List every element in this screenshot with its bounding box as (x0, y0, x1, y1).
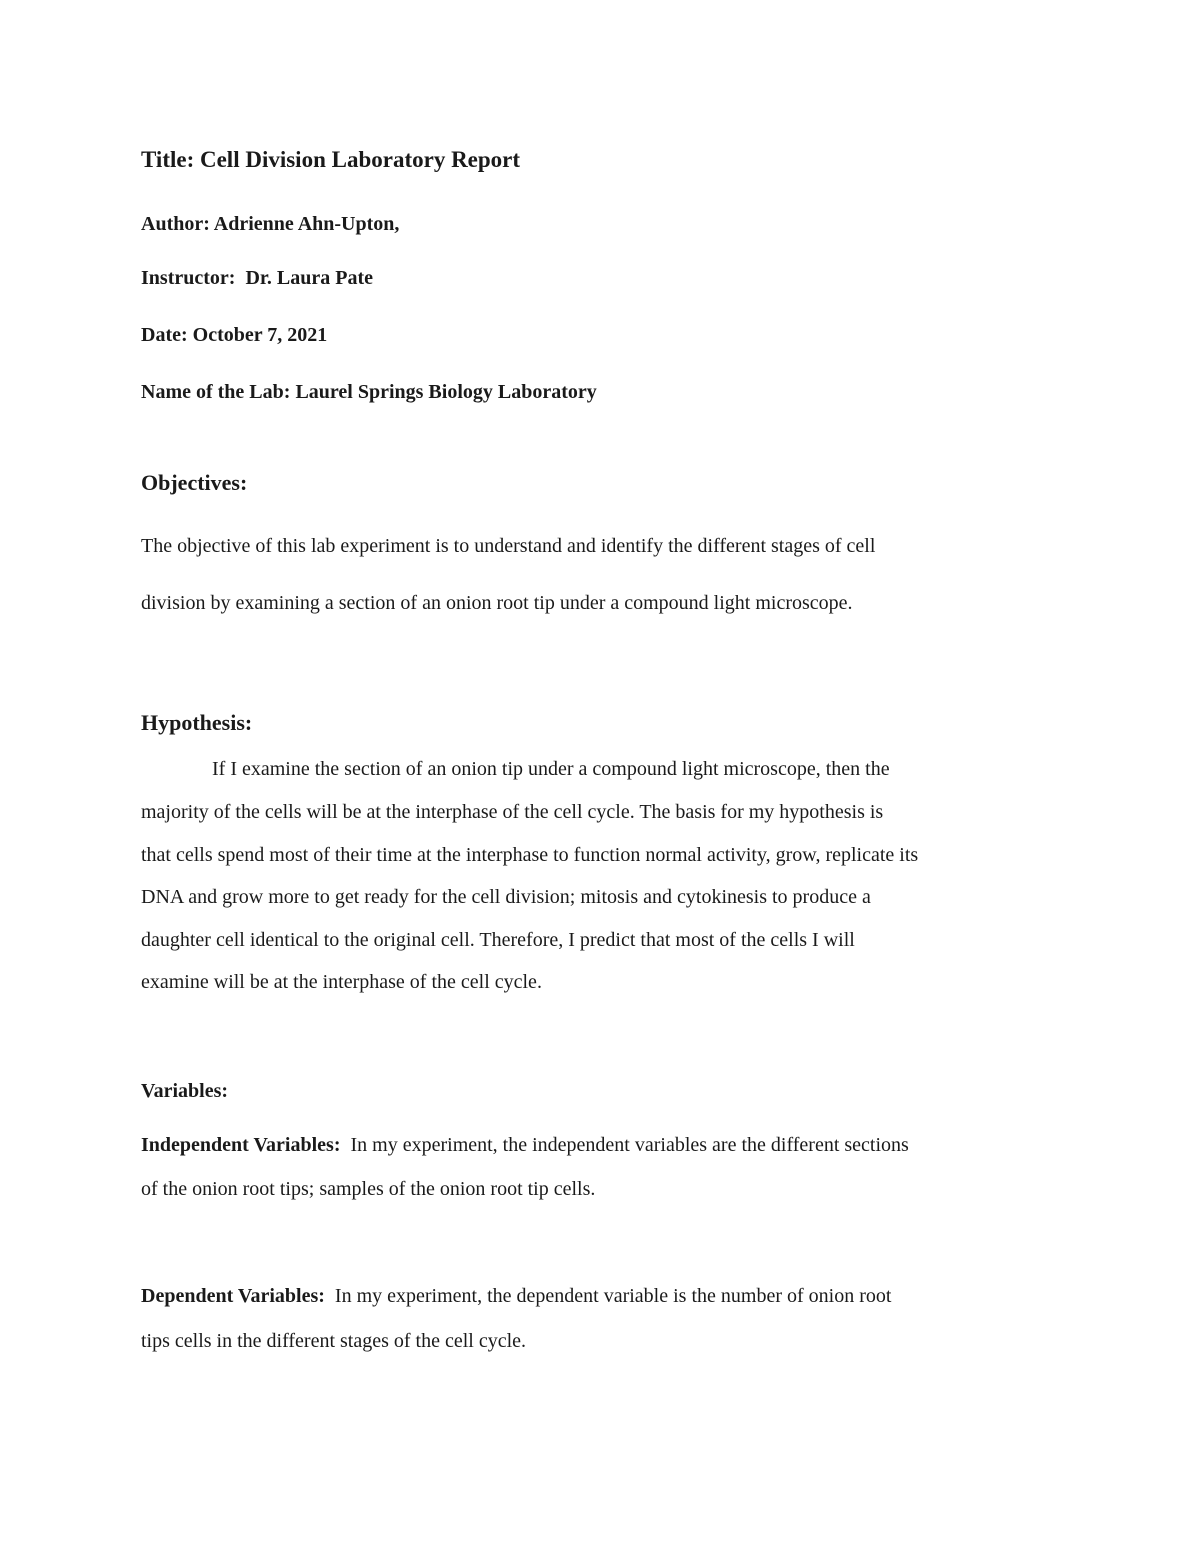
independent-variables-text: In my experiment, the independent variables are the different sections (350, 1134, 909, 1156)
instructor-label: Instructor: (141, 267, 236, 289)
instructor-line (141, 266, 373, 290)
dependent-variables-continuation: tips cells in the different stages of the cell cycle. (141, 1330, 527, 1352)
hypothesis-line: daughter cell identical to the original cell. Therefore, I predict that most of the cells I will (141, 929, 855, 951)
lab-value: Laurel Springs Biology Laboratory (295, 381, 597, 403)
objectives-line: The objective of this lab experiment is to understand and identify the different stages of cell (141, 535, 876, 557)
date-line (141, 323, 327, 347)
title-label: Title: (141, 147, 195, 172)
instructor-value: Dr. Laura Pate (245, 267, 374, 289)
hypothesis-line: majority of the cells will be at the interphase of the cell cycle. The basis for my hypothesis is (141, 801, 884, 823)
report-title (141, 146, 520, 174)
objectives-heading: Objectives: (141, 470, 248, 495)
hypothesis-line: that cells spend most of their time at the interphase to function normal activity, grow, replicate its (141, 844, 919, 866)
author-label: Author: (141, 213, 210, 235)
lab-label: Name of the Lab: (141, 381, 291, 403)
date-value: October 7, 2021 (192, 324, 328, 346)
title-value: Cell Division Laboratory Report (199, 147, 521, 172)
variables-heading: Variables: (141, 1080, 229, 1102)
objectives-line: division by examining a section of an onion root tip under a compound light microscope. (141, 592, 853, 614)
dependent-variables-label: Dependent Variables: (141, 1285, 325, 1307)
independent-variables-line (141, 1133, 909, 1157)
dependent-variables-text: In my experiment, the dependent variable is the number of onion root (334, 1285, 892, 1307)
author-line (141, 212, 399, 236)
hypothesis-line: examine will be at the interphase of the cell cycle. (141, 971, 542, 993)
independent-variables-label: Independent Variables: (141, 1134, 341, 1156)
independent-variables-continuation: of the onion root tips; samples of the onion root tip cells. (141, 1178, 596, 1200)
lab-name-line (141, 380, 597, 404)
dependent-variables-line (141, 1284, 891, 1308)
hypothesis-line: If I examine the section of an onion tip under a compound light microscope, then the (212, 758, 890, 780)
author-value: Adrienne Ahn-Upton, (213, 213, 400, 235)
date-label: Date: (141, 324, 188, 346)
hypothesis-line: DNA and grow more to get ready for the cell division; mitosis and cytokinesis to produce a (141, 886, 871, 908)
hypothesis-heading: Hypothesis: (141, 710, 253, 735)
